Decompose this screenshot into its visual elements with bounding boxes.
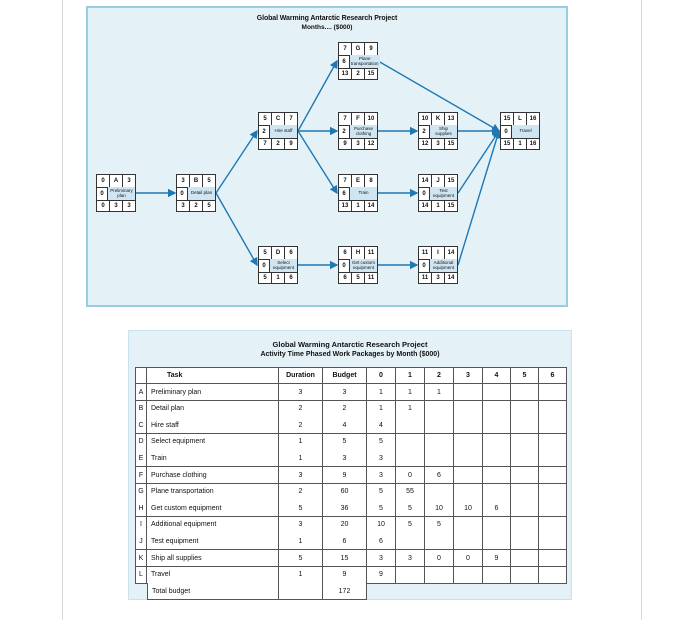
task-duration: 2	[279, 417, 323, 434]
header-month-4: 4	[483, 367, 511, 384]
month-6-value	[539, 500, 567, 517]
table-row	[135, 401, 567, 418]
month-1-value: 1	[396, 384, 425, 401]
node-description: Purchase clothing	[350, 125, 377, 138]
task-code: K	[135, 550, 147, 567]
month-0-value: 1	[367, 384, 396, 401]
month-6-value	[539, 384, 567, 401]
node-slack: 0	[501, 125, 512, 138]
node-early-start: 5	[259, 247, 272, 259]
month-3-value	[454, 567, 483, 584]
node-description: Select equipment	[270, 259, 297, 272]
node-late-finish: 9	[289, 141, 293, 147]
task-code: I	[135, 517, 147, 534]
month-2-value	[425, 484, 454, 501]
month-0-value: 10	[367, 517, 396, 534]
node-late-start: 6	[339, 272, 352, 284]
node-late-finish: 6	[289, 275, 293, 281]
node-duration: 1	[272, 272, 285, 284]
node-early-start: 11	[419, 247, 432, 259]
month-5-value	[511, 434, 539, 451]
page-left-border	[62, 0, 63, 620]
node-slack: 0	[339, 259, 350, 272]
node-early-start: 3	[177, 175, 190, 187]
month-4-value: 6	[483, 500, 511, 517]
node-early-finish: 11	[367, 250, 375, 256]
node-slack: 0	[177, 187, 188, 200]
table-row	[135, 500, 567, 517]
month-2-value: 6	[425, 467, 454, 484]
task-name: Additional equipment	[147, 517, 279, 534]
node-duration: 2	[190, 200, 203, 212]
task-code: D	[135, 434, 147, 451]
node-early-start: 7	[339, 175, 352, 187]
month-3-value	[454, 434, 483, 451]
task-code: E	[135, 450, 147, 467]
month-2-value: 10	[425, 500, 454, 517]
month-0-value: 3	[367, 550, 396, 567]
month-4-value	[483, 467, 511, 484]
header-month-5: 5	[511, 367, 539, 384]
month-6-value	[539, 450, 567, 467]
task-name: Get custom equipment	[147, 500, 279, 517]
task-duration: 1	[279, 533, 323, 550]
task-name: Hire staff	[147, 417, 279, 434]
node-early-finish: 9	[369, 46, 373, 52]
node-description: Travel	[512, 125, 539, 138]
task-name: Train	[147, 450, 279, 467]
node-early-start: 6	[339, 247, 352, 259]
month-0-value: 4	[367, 417, 396, 434]
month-2-value: 5	[425, 517, 454, 534]
month-0-value: 3	[367, 450, 396, 467]
task-code: C	[135, 417, 147, 434]
task-budget: 9	[323, 467, 367, 484]
node-late-start: 0	[97, 200, 110, 212]
arrow-i-l	[458, 131, 499, 265]
table-row	[135, 417, 567, 434]
node-duration: 1	[352, 200, 365, 212]
month-1-value: 0	[396, 467, 425, 484]
task-name: Select equipment	[147, 434, 279, 451]
node-duration: 1	[514, 138, 527, 150]
month-6-value	[539, 417, 567, 434]
node-early-finish: 16	[529, 116, 537, 122]
table-row	[135, 567, 567, 584]
month-0-value: 5	[367, 434, 396, 451]
node-slack: 0	[419, 259, 430, 272]
node-slack: 0	[97, 187, 108, 200]
task-budget: 20	[323, 517, 367, 534]
node-slack: 2	[259, 125, 270, 138]
node-late-start: 13	[339, 200, 352, 212]
month-2-value: 0	[425, 550, 454, 567]
node-id: F	[352, 113, 365, 125]
month-2-value	[425, 401, 454, 418]
task-duration: 3	[279, 517, 323, 534]
month-4-value	[483, 417, 511, 434]
activity-node-j	[418, 174, 458, 212]
task-name: Detail plan	[147, 401, 279, 418]
node-late-finish: 15	[447, 141, 455, 147]
node-id: K	[432, 113, 445, 125]
node-early-finish: 14	[447, 250, 455, 256]
total-row	[135, 583, 567, 600]
table-row	[135, 434, 567, 451]
month-4-value: 9	[483, 550, 511, 567]
node-late-start: 9	[339, 138, 352, 150]
network-diagram-panel	[86, 6, 568, 307]
arrow-b-c	[216, 131, 257, 193]
arrow-c-e	[298, 131, 337, 193]
activity-node-a	[96, 174, 136, 212]
node-late-start: 14	[419, 200, 432, 212]
month-2-value	[425, 533, 454, 550]
node-duration: 3	[110, 200, 123, 212]
table-row	[135, 484, 567, 501]
task-duration: 1	[279, 434, 323, 451]
month-1-value: 3	[396, 550, 425, 567]
node-early-finish: 7	[289, 116, 293, 122]
task-code: F	[135, 467, 147, 484]
task-name: Travel	[147, 567, 279, 584]
node-early-finish: 5	[207, 178, 211, 184]
node-early-finish: 3	[127, 178, 131, 184]
task-code: A	[135, 384, 147, 401]
node-late-finish: 5	[207, 203, 211, 209]
node-early-start: 14	[419, 175, 432, 187]
month-0-value: 3	[367, 467, 396, 484]
task-duration: 1	[279, 567, 323, 584]
month-3-value	[454, 401, 483, 418]
month-5-value	[511, 567, 539, 584]
node-early-finish: 10	[367, 116, 375, 122]
node-id: A	[110, 175, 123, 187]
arrow-j-l	[458, 131, 499, 193]
node-early-start: 7	[339, 113, 352, 125]
month-6-value	[539, 550, 567, 567]
node-description: Train	[350, 187, 377, 200]
node-early-finish: 6	[289, 250, 293, 256]
month-5-value	[511, 450, 539, 467]
month-0-value: 1	[367, 401, 396, 418]
node-early-start: 0	[97, 175, 110, 187]
month-1-value	[396, 533, 425, 550]
month-1-value	[396, 434, 425, 451]
task-duration: 1	[279, 450, 323, 467]
task-code: G	[135, 484, 147, 501]
month-4-value	[483, 567, 511, 584]
month-3-value	[454, 384, 483, 401]
month-5-value	[511, 533, 539, 550]
node-slack: 0	[259, 259, 270, 272]
month-0-value: 6	[367, 533, 396, 550]
month-6-value	[539, 484, 567, 501]
node-early-start: 15	[501, 113, 514, 125]
node-late-start: 3	[177, 200, 190, 212]
month-3-value: 0	[454, 550, 483, 567]
node-late-finish: 12	[367, 141, 375, 147]
task-duration: 5	[279, 550, 323, 567]
task-budget: 2	[323, 401, 367, 418]
task-duration: 3	[279, 384, 323, 401]
table-row	[135, 384, 567, 401]
month-1-value	[396, 450, 425, 467]
month-1-value: 5	[396, 500, 425, 517]
task-budget: 3	[323, 384, 367, 401]
activity-node-c	[258, 112, 298, 150]
node-description: Get custom equipment	[350, 259, 377, 272]
table-subtitle: Activity Time Phased Work Packages by Month ($000)	[260, 351, 440, 358]
task-duration: 2	[279, 401, 323, 418]
header-month-3: 3	[454, 367, 483, 384]
node-early-finish: 15	[447, 178, 455, 184]
month-4-value	[483, 450, 511, 467]
node-duration: 1	[432, 200, 445, 212]
total-duration-empty	[279, 583, 323, 600]
node-id: J	[432, 175, 445, 187]
node-description: Test equipment	[430, 187, 457, 200]
node-late-start: 13	[339, 68, 352, 80]
node-description: Ship supplies	[430, 125, 457, 138]
header-duration: Duration	[279, 367, 323, 384]
node-duration: 2	[272, 138, 285, 150]
budget-table-panel	[128, 330, 572, 600]
total-spacer	[135, 583, 147, 600]
table-row	[135, 550, 567, 567]
month-4-value	[483, 484, 511, 501]
header-month-6: 6	[539, 367, 567, 384]
task-duration: 5	[279, 500, 323, 517]
table-row	[135, 533, 567, 550]
month-6-value	[539, 434, 567, 451]
task-code: B	[135, 401, 147, 418]
activity-node-e	[338, 174, 378, 212]
header-code-cell	[135, 367, 147, 384]
activity-node-f	[338, 112, 378, 150]
task-code: H	[135, 500, 147, 517]
table-title: Global Warming Antarctic Research Project	[272, 340, 428, 349]
month-4-value	[483, 533, 511, 550]
task-budget: 15	[323, 550, 367, 567]
activity-node-h	[338, 246, 378, 284]
node-slack: 6	[339, 187, 350, 200]
task-name: Preliminary plan	[147, 384, 279, 401]
month-6-value	[539, 533, 567, 550]
activity-node-g	[338, 42, 378, 80]
total-budget-value: 172	[323, 583, 367, 600]
budget-table	[135, 367, 567, 595]
month-3-value	[454, 450, 483, 467]
month-4-value	[483, 517, 511, 534]
task-budget: 6	[323, 533, 367, 550]
activity-node-d	[258, 246, 298, 284]
header-budget: Budget	[323, 367, 367, 384]
month-6-value	[539, 567, 567, 584]
month-1-value: 5	[396, 517, 425, 534]
node-early-start: 5	[259, 113, 272, 125]
node-description: Detail plan	[188, 187, 215, 200]
table-header-row	[135, 367, 567, 384]
table-row	[135, 450, 567, 467]
task-code: J	[135, 533, 147, 550]
month-2-value	[425, 450, 454, 467]
month-3-value	[454, 467, 483, 484]
node-id: E	[352, 175, 365, 187]
node-id: B	[190, 175, 203, 187]
table-row	[135, 517, 567, 534]
node-duration: 5	[352, 272, 365, 284]
node-late-finish: 11	[367, 275, 375, 281]
month-2-value: 1	[425, 384, 454, 401]
node-id: I	[432, 247, 445, 259]
month-3-value	[454, 484, 483, 501]
task-budget: 5	[323, 434, 367, 451]
node-late-start: 5	[259, 272, 272, 284]
activity-node-k	[418, 112, 458, 150]
month-2-value	[425, 434, 454, 451]
month-5-value	[511, 417, 539, 434]
month-1-value: 1	[396, 401, 425, 418]
node-id: L	[514, 113, 527, 125]
header-month-1: 1	[396, 367, 425, 384]
node-early-start: 10	[419, 113, 432, 125]
month-5-value	[511, 484, 539, 501]
node-late-start: 7	[259, 138, 272, 150]
node-late-finish: 15	[447, 203, 455, 209]
header-month-2: 2	[425, 367, 454, 384]
month-6-value	[539, 517, 567, 534]
node-description: Plane transportation	[350, 55, 380, 68]
month-5-value	[511, 550, 539, 567]
month-5-value	[511, 401, 539, 418]
task-budget: 3	[323, 450, 367, 467]
month-0-value: 9	[367, 567, 396, 584]
node-early-finish: 13	[447, 116, 455, 122]
node-description: Additional equipment	[430, 259, 457, 272]
node-id: G	[352, 43, 365, 55]
task-budget: 60	[323, 484, 367, 501]
node-id: C	[272, 113, 285, 125]
node-slack: 2	[339, 125, 350, 138]
node-late-finish: 14	[447, 275, 455, 281]
activity-node-b	[176, 174, 216, 212]
node-description: Preliminary plan	[108, 187, 135, 200]
page-right-border	[641, 0, 642, 620]
month-0-value: 5	[367, 500, 396, 517]
header-task: Task	[147, 367, 279, 384]
month-2-value	[425, 567, 454, 584]
node-slack: 6	[339, 55, 350, 68]
node-duration: 2	[352, 68, 365, 80]
task-name: Purchase clothing	[147, 467, 279, 484]
network-arrows	[88, 8, 570, 309]
month-5-value	[511, 517, 539, 534]
month-4-value	[483, 384, 511, 401]
arrow-c-g	[298, 61, 337, 131]
task-name: Plane transportation	[147, 484, 279, 501]
month-5-value	[511, 467, 539, 484]
node-description: Hire staff	[270, 125, 297, 138]
month-3-value	[454, 533, 483, 550]
month-3-value	[454, 417, 483, 434]
node-slack: 2	[419, 125, 430, 138]
task-budget: 36	[323, 500, 367, 517]
node-id: H	[352, 247, 365, 259]
month-6-value	[539, 401, 567, 418]
month-2-value	[425, 417, 454, 434]
node-early-finish: 8	[369, 178, 373, 184]
task-duration: 2	[279, 484, 323, 501]
month-3-value	[454, 517, 483, 534]
month-3-value: 10	[454, 500, 483, 517]
header-month-0: 0	[367, 367, 396, 384]
network-subtitle: Months.... ($000)	[301, 24, 353, 31]
node-late-finish: 16	[529, 141, 537, 147]
node-late-finish: 3	[127, 203, 131, 209]
node-late-finish: 14	[367, 203, 375, 209]
table-row	[135, 467, 567, 484]
activity-node-l	[500, 112, 540, 150]
arrow-b-d	[216, 193, 257, 265]
node-slack: 0	[419, 187, 430, 200]
task-code: L	[135, 567, 147, 584]
month-0-value: 5	[367, 484, 396, 501]
task-budget: 4	[323, 417, 367, 434]
month-1-value: 55	[396, 484, 425, 501]
month-5-value	[511, 500, 539, 517]
node-late-start: 12	[419, 138, 432, 150]
task-duration: 3	[279, 467, 323, 484]
activity-node-i	[418, 246, 458, 284]
node-late-finish: 15	[367, 71, 375, 77]
node-duration: 3	[432, 138, 445, 150]
node-late-start: 15	[501, 138, 514, 150]
node-late-start: 11	[419, 272, 432, 284]
total-label: Total budget	[147, 583, 279, 600]
node-duration: 3	[432, 272, 445, 284]
task-name: Test equipment	[147, 533, 279, 550]
node-id: D	[272, 247, 285, 259]
month-1-value	[396, 417, 425, 434]
month-1-value	[396, 567, 425, 584]
task-name: Ship all supplies	[147, 550, 279, 567]
node-duration: 3	[352, 138, 365, 150]
node-early-start: 7	[339, 43, 352, 55]
network-title: Global Warming Antarctic Research Project	[256, 15, 398, 22]
month-4-value	[483, 401, 511, 418]
month-6-value	[539, 467, 567, 484]
month-4-value	[483, 434, 511, 451]
task-budget: 9	[323, 567, 367, 584]
month-5-value	[511, 384, 539, 401]
